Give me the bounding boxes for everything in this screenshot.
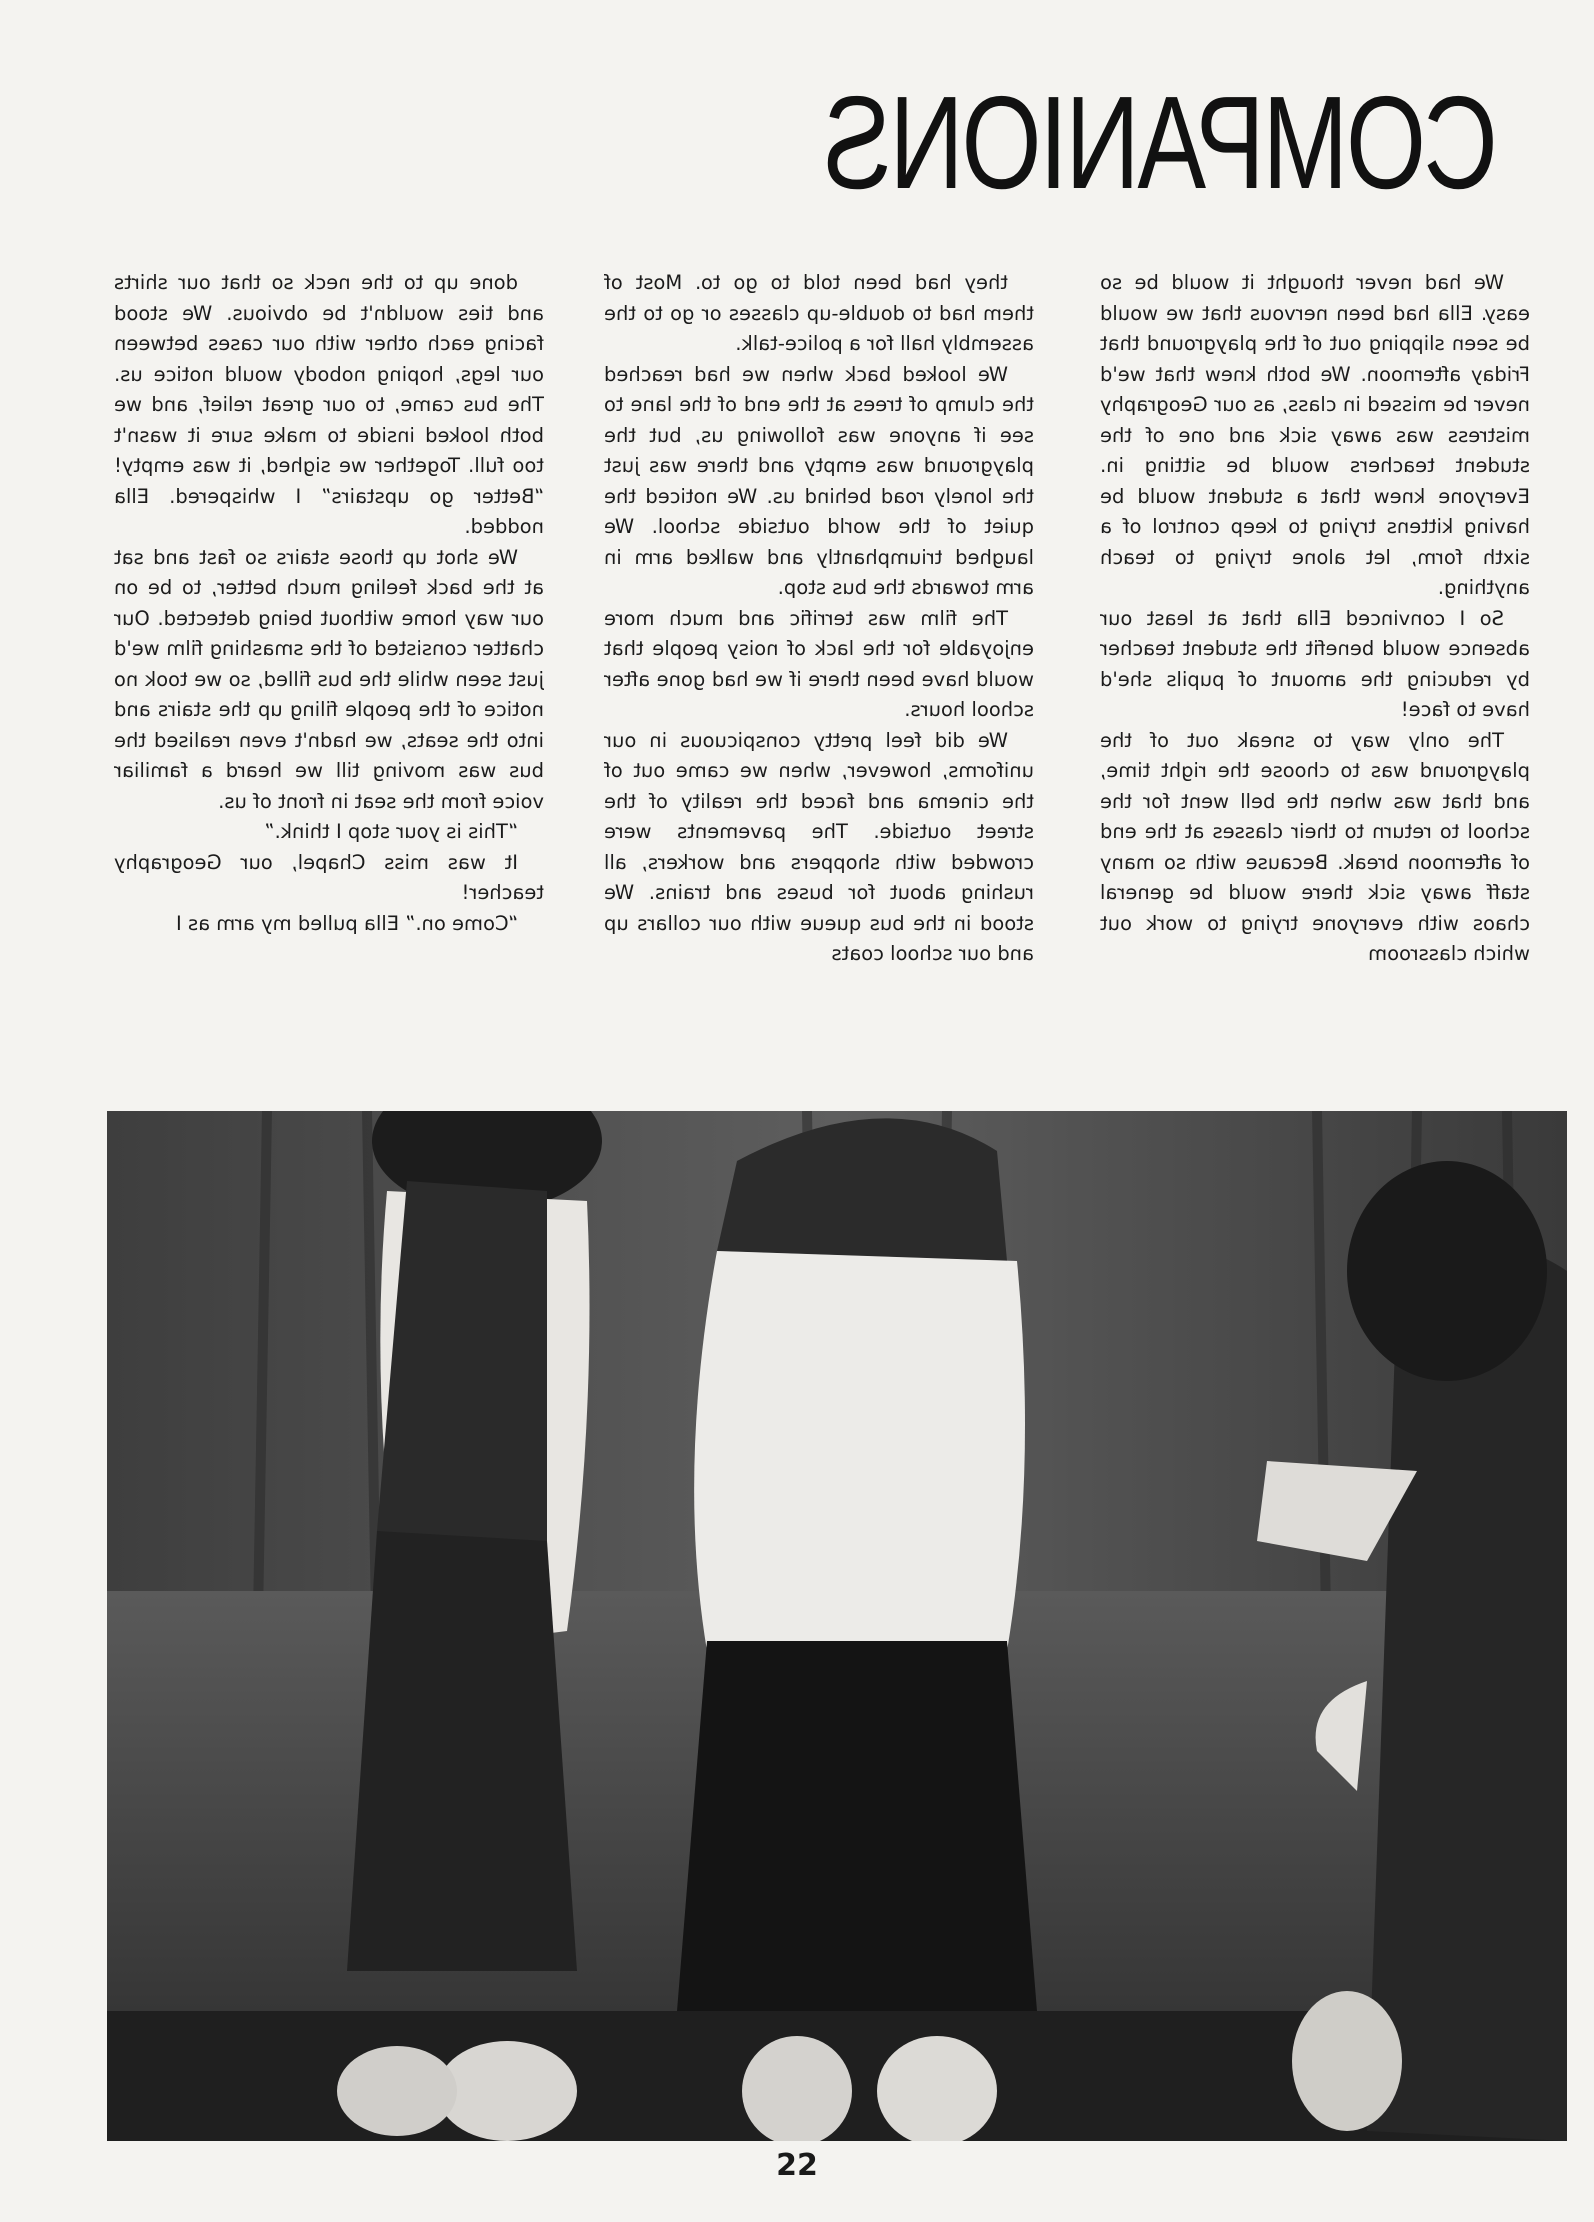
paragraph: We had never thought it would be so easy. Ella had been nervous that we would be seen slipping out of the playground that Friday afternoon. We both knew that we'd never be missed in class, as our Geography mistress was away sick and one of the student teachers would be sitting in. Everyone knew that a student would be having kittens trying to keep control of a sixth form, let alone trying to teach anything. <box>1100 271 1530 599</box>
paragraph: The only way to sneak out of the playground was to choose the right time, and that was when the bell went for the school to return to their classes at the end of afternoon break. Because with so many staff away sick there would be general chaos with everyone trying to work out which classroom <box>1100 728 1530 965</box>
photo-illustration <box>107 1111 1567 2141</box>
paragraph: “Come on.” Ella pulled my arm as I <box>176 911 518 935</box>
page-number: 22 <box>776 2148 818 2183</box>
paragraph: It was miss Chapel, our Geography teacher! <box>114 850 544 904</box>
text-column-3 <box>114 268 544 1088</box>
paragraph: they had been told to go to. Most of them had to double-up classes or go to the assembly hall for a police-talk. <box>604 271 1034 355</box>
paragraph: So I convinced Ella that at least our absence would benefit the student teacher by reducing the amount of pupils she'd have to face! <box>1100 606 1530 721</box>
girl-middle <box>677 1118 1037 2141</box>
article-title: COMPANIONS <box>825 69 1498 216</box>
paragraph: We did feel pretty conspicuous in our uniforms, however, when we came out of the cinema and faced the reality of the street outside. The pavements were crowded with shoppers and workers, all rushing about for buses and trains. We stood in the bus queue with our collars up and our school coats <box>604 728 1034 965</box>
paragraph: “This is your stop I think.” <box>264 820 518 843</box>
text-column-2 <box>604 268 1034 1088</box>
paragraph: The film was terrific and much more enjoyable for the lack of noisy people that would have been there if we had gone after school hours. <box>604 606 1034 721</box>
paragraph: done up to the neck so that our shirts and ties wouldn't be obvious. We stood facing each other with our cases between our legs, hoping nobody would notice us. The bus came, to our great relief, and we both looked inside to make sure it wasn't too full. Together we sighed, it was empty! “Better go upstairs” I whispered. Ella nodded. <box>114 271 544 538</box>
article-photo <box>107 1111 1567 2141</box>
paragraph: We shot up those stairs so fast and sat at the back feeling much better, to be on our way home without being detected. Our chatter consisted of the smashing film we'd just seen while the bus filled, so we took no notice of the people filing up the stairs and into the seats, we hadn't even realised the bus was moving till we heard a familiar voice from the seat in front of us. <box>114 545 544 813</box>
paragraph: We looked back when we had reached the clump of trees at the end of the lane to see if anyone was following us, but the playground was empty and there was just the lonely road behind us. We noticed the quiet of the world outside school. We laughed triumphantly and walked arm in arm towards the bus stop. <box>604 362 1034 599</box>
text-column-1 <box>1100 268 1530 1088</box>
